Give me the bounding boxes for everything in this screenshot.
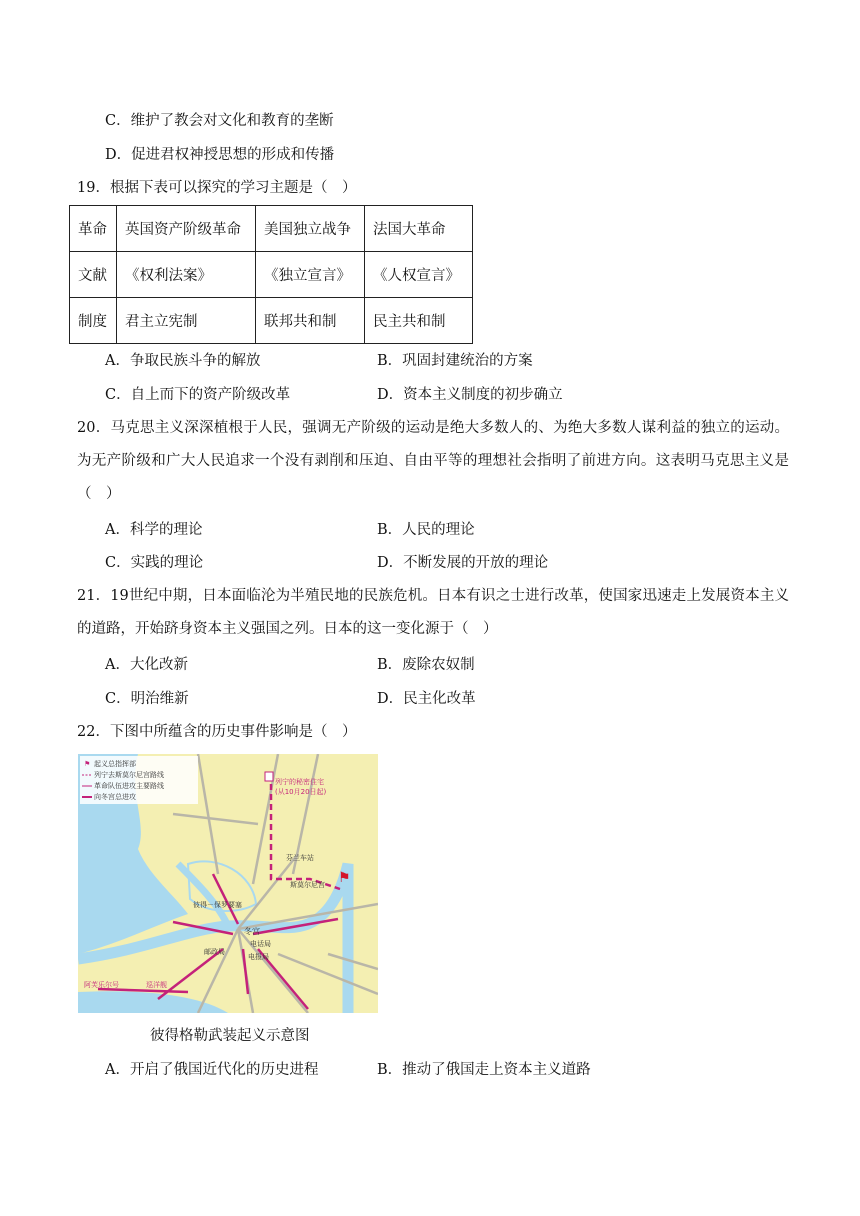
q21-option-b: B．废除农奴制	[377, 657, 475, 673]
table-cell: 制度	[70, 298, 117, 344]
q18-option-d: D．促进君权神授思想的形成和传播	[105, 147, 335, 163]
table-cell: 革命	[70, 206, 117, 252]
headquarters-flag-icon: ⚑	[338, 870, 351, 886]
legend-item: 起义总指挥部	[94, 760, 136, 768]
map-label: 冬宫	[244, 927, 260, 936]
table-cell: 君主立宪制	[117, 298, 256, 344]
table-cell: 《权利法案》	[117, 252, 256, 298]
table-row	[70, 298, 473, 344]
q19-option-c: C．自上而下的资产阶级改革	[105, 387, 291, 403]
map-label: 列宁的秘密住宅	[275, 778, 324, 786]
map-caption: 彼得格勒武装起义示意图	[150, 1028, 310, 1044]
q22-stem: 22．下图中所蕴含的历史事件影响是（ ）	[77, 724, 357, 740]
lenin-house-icon	[265, 772, 273, 781]
q21-option-d: D．民主化改革	[377, 691, 476, 707]
q20-option-c: C．实践的理论	[105, 555, 204, 571]
legend-flag-icon: ⚑	[84, 760, 91, 768]
q20-option-d: D．不断发展的开放的理论	[377, 555, 549, 571]
legend-item: 列宁去斯莫尔尼宫路线	[94, 771, 164, 779]
legend-item: 革命队伍进攻主要路线	[94, 782, 164, 790]
table-cell: 《独立宣言》	[256, 252, 365, 298]
map-label: (从10月20日起)	[275, 788, 327, 796]
table-cell: 英国资产阶级革命	[117, 206, 256, 252]
q19-option-d: D．资本主义制度的初步确立	[377, 387, 563, 403]
table-cell: 文献	[70, 252, 117, 298]
table-cell: 民主共和制	[365, 298, 473, 344]
q21-stem: 21．19世纪中期，日本面临沦为半殖民地的民族危机。日本有识之士进行改革，使国家迅速走上发展资本主义的道路，开始跻身资本主义强国之列。日本的这一变化源于（ ）	[77, 588, 789, 637]
q21-option-a: A．大化改新	[105, 657, 188, 673]
q19-stem: 19．根据下表可以探究的学习主题是（ ）	[77, 180, 357, 196]
table-cell: 美国独立战争	[256, 206, 365, 252]
q19-option-b: B．巩固封建统治的方案	[377, 353, 533, 369]
table-row	[70, 206, 473, 252]
map-label: 斯莫尔尼宫	[290, 881, 325, 889]
q19-option-a: A．争取民族斗争的解放	[105, 353, 261, 369]
q22-option-a: A．开启了俄国近代化的历史进程	[105, 1062, 319, 1078]
q19-table	[69, 205, 473, 344]
q20-option-a: A．科学的理论	[105, 522, 203, 538]
legend-item: 向冬宫总进攻	[94, 793, 136, 801]
map-label: 邮政局	[204, 948, 225, 956]
table-row	[70, 252, 473, 298]
map-label: 电报局	[248, 953, 269, 961]
q18-option-c: C．维护了教会对文化和教育的垄断	[105, 113, 334, 129]
q21-option-c: C．明治维新	[105, 691, 189, 707]
q22-option-b: B．推动了俄国走上资本主义道路	[377, 1062, 591, 1078]
table-cell: 联邦共和制	[256, 298, 365, 344]
map-label: 彼得－保罗要塞	[193, 901, 242, 909]
table-cell: 《人权宣言》	[365, 252, 473, 298]
q20-option-b: B．人民的理论	[377, 522, 475, 538]
map-label: 阿芙乐尔号	[84, 981, 119, 989]
table-cell: 法国大革命	[365, 206, 473, 252]
map-label: 巡洋舰	[146, 981, 167, 989]
map-label: 芬兰车站	[286, 854, 314, 862]
q20-stem: 20．马克思主义深深植根于人民，强调无产阶级的运动是绝大多数人的、为绝大多数人谋利益的独立的运动。为无产阶级和广大人民追求一个没有剥削和压迫、自由平等的理想社会指明了前进方向。这表明马克思主义是（ ）	[77, 420, 789, 502]
petrograd-uprising-map	[78, 754, 378, 1013]
map-label: 电话局	[250, 940, 271, 948]
